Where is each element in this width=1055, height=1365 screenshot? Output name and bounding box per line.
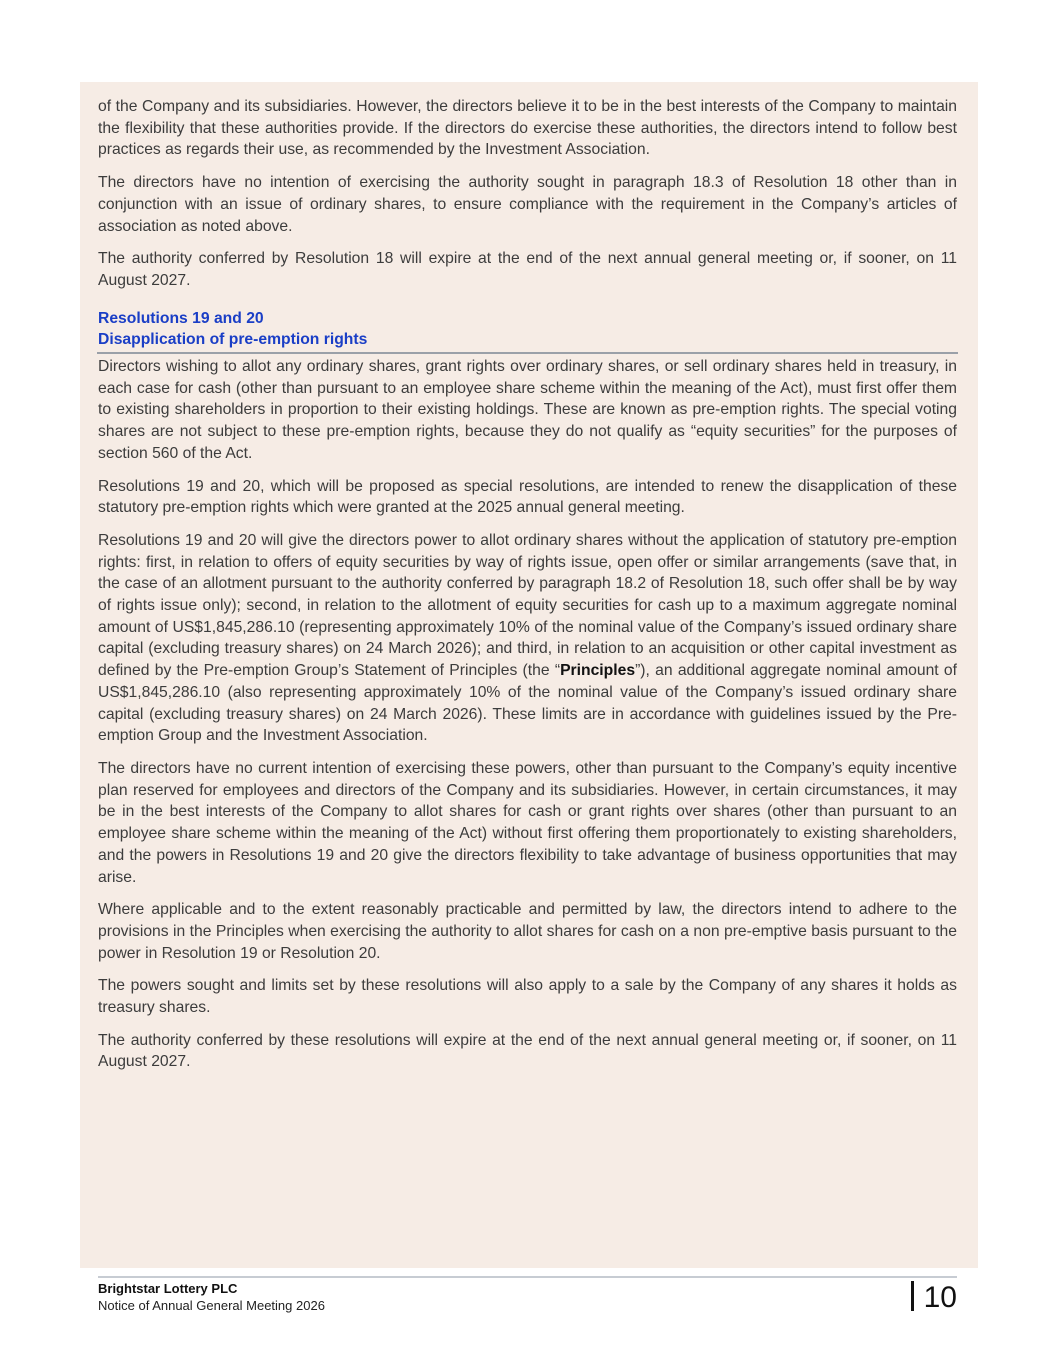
page-number (911, 1281, 957, 1315)
principles-paragraph (98, 530, 957, 747)
paragraph: of the Company and its subsidiaries. However, the directors believe it to be in the best interests of the Company to maintain the flexibility that these authorities provide. If the directors do exercise these authorities, the directors intend to follow best practices as regards their use, as recommended by the Investment Association. (98, 98, 957, 159)
principles-text-after: ”), an additional aggregate nominal amount of US$1,845,286.10 (also representing approximately 10% of the nominal value of the Company’s issued ordinary share capital (excluding treasury shares) on 24 March 2026). These limits are in accordance with guidelines issued by the Pre-emption Group and the Investment Association. (98, 662, 958, 745)
paragraph: Where applicable and to the extent reasonably practicable and permitted by law, the directors intend to adhere to the provisions in the Principles when exercising the authority to allot shares for cash on a non pre-emptive basis pursuant to the power in Resolution 19 or Resolution 20. (98, 901, 957, 962)
section-heading-line2: Disapplication of pre-emption rights (98, 331, 368, 349)
page-number-bar (911, 1281, 914, 1311)
paragraph: The directors have no intention of exercising the authority sought in paragraph 18.3 of Resolution 18 other than in conjunction with an issue of ordinary shares, to ensure compliance with the requirement in the Company’s articles of association as noted above. (98, 174, 957, 235)
paragraph: The authority conferred by these resolutions will expire at the end of the next annual general meeting or, if sooner, on 11 August 2027. (98, 1031, 957, 1071)
principles-defined-term: Principles (560, 662, 636, 680)
footer-company-name: Brightstar Lottery PLC (98, 1281, 238, 1296)
page-number-value: 10 (923, 1281, 957, 1314)
footer-divider (98, 1276, 957, 1278)
heading-divider (97, 352, 958, 354)
paragraph: The powers sought and limits set by these resolutions will also apply to a sale by the Company of any shares it holds as treasury shares. (98, 977, 957, 1017)
paragraph: The authority conferred by Resolution 18 will expire at the end of the next annual general meeting or, if sooner, on 11 August 2027. (98, 250, 957, 289)
paragraph: The directors have no current intention of exercising these powers, other than pursuant to the Company’s equity incentive plan reserved for employees and directors of the Company and its subsidiaries. However, in certain circumstances, it may be in the best interests of the Company to allot shares for cash or grant rights over shares (other than pursuant to an employee share scheme within the meaning of the Act) without first offering them proportionately to existing shareholders, and the powers in Resolutions 19 and 20 give the directors flexibility to take advantage of business opportunities that may arise. (98, 759, 957, 886)
document-body (98, 96, 957, 1084)
paragraph: Directors wishing to allot any ordinary shares, grant rights over ordinary shares, or sell ordinary shares held in treasury, in each case for cash (other than pursuant to an employee share scheme within the meaning of the Act), must first offer them to existing shareholders in proportion to their existing holdings. These are known as pre-emption rights. The special voting shares are not subject to these pre-emption rights, because they do not qualify as “equity securities” for the purposes of section 560 of the Act. (98, 358, 957, 462)
section-heading (98, 308, 957, 351)
footer-document-title: Notice of Annual General Meeting 2026 (98, 1298, 325, 1313)
principles-text-before: Resolutions 19 and 20 will give the directors power to allot ordinary shares without the application of statutory pre-emption rights: first, in relation to offers of equity securities by way of rights issue, open offer or similar arrangements (save that, in the case of an allotment pursuant to the authority conferred by paragraph 18.2 of Resolution 18, such offer shall be by way of rights issue only); second, in relation to the allotment of equity securities for cash up to a maximum aggregate nominal amount of US$1,845,286.10 (representing approximately 10% of the nominal value of the Company’s issued ordinary share capital (excluding treasury shares) on 24 March 2026); and third, in relation to an acquisition or other capital investment as defined by the Pre-emption Group’s Statement of Principles (the “ (98, 531, 957, 680)
paragraph: Resolutions 19 and 20, which will be proposed as special resolutions, are intended to renew the disapplication of these statutory pre-emption rights which were granted at the 2025 annual general meeting. (98, 477, 957, 517)
section-heading-line1: Resolutions 19 and 20 (98, 309, 264, 327)
